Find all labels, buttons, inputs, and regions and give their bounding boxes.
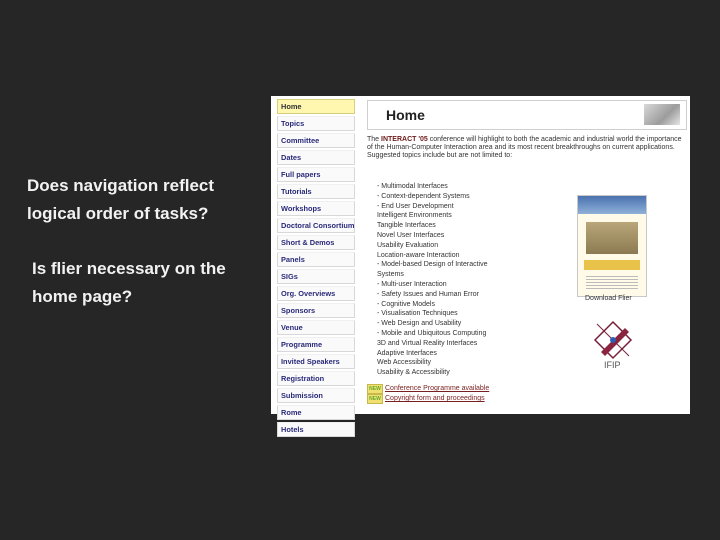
list-item: - Model-based Design of Interactive [377, 261, 488, 269]
nav-item-committee[interactable]: Committee [277, 133, 355, 148]
nav-item-topics[interactable]: Topics [277, 116, 355, 131]
download-flier-link[interactable]: Download Flier [585, 295, 632, 302]
page-header [367, 100, 687, 130]
programme-link[interactable]: Conference Programme available [385, 385, 490, 393]
list-item: - Visualisation Techniques [377, 310, 458, 318]
conference-name: INTERACT '05 [381, 136, 428, 143]
nav-item-programme[interactable]: Programme [277, 337, 355, 352]
nav-item-workshops[interactable]: Workshops [277, 201, 355, 216]
nav-item-tutorials[interactable]: Tutorials [277, 184, 355, 199]
copyright-link[interactable]: Copyright form and proceedings [385, 395, 485, 403]
intro-body: conference will highlight to both the academic and industrial world the importance of the Human-Computer Interaction area and its most recent breakthroughs on current applications. [367, 136, 682, 152]
list-item: Intelligent Environments [377, 212, 452, 220]
question-flier-necessity: Is flier necessary on the home page? [32, 259, 226, 306]
list-item: - Cognitive Models [377, 300, 435, 308]
list-item: 3D and Virtual Reality Interfaces [377, 339, 478, 347]
ifip-label: IFIP [604, 360, 621, 370]
nav-item-home[interactable]: Home [277, 99, 355, 114]
flier-text-lines [586, 276, 638, 290]
nav-item-panels[interactable]: Panels [277, 252, 355, 267]
list-item: Usability & Accessibility [377, 369, 450, 377]
nav-item-sponsors[interactable]: Sponsors [277, 303, 355, 318]
site-navigation [277, 99, 355, 439]
flier-band [584, 260, 640, 270]
link-row [367, 384, 567, 394]
nav-item-org-overviews[interactable]: Org. Overviews [277, 286, 355, 301]
nav-item-dates[interactable]: Dates [277, 150, 355, 165]
header-logo-icon [644, 104, 680, 125]
announcement-links [367, 384, 567, 404]
list-item: - Multi-user Interaction [377, 280, 447, 288]
list-item: Location-aware Interaction [377, 251, 460, 259]
list-item: Web Accessibility [377, 359, 431, 367]
intro-prefix: The [367, 136, 382, 143]
topics-list [377, 182, 587, 378]
topics-intro: Suggested topics include but are not limited to: [367, 152, 513, 160]
nav-item-doctoral-consortium[interactable]: Doctoral Consortium [277, 218, 355, 233]
list-item: - Multimodal Interfaces [377, 183, 448, 190]
nav-item-rome[interactable]: Rome [277, 405, 355, 420]
nav-item-short-demos[interactable]: Short & Demos [277, 235, 355, 250]
nav-item-full-papers[interactable]: Full papers [277, 167, 355, 182]
ifip-logo-icon [593, 320, 633, 360]
link-row [367, 394, 567, 404]
page-title: Home [386, 107, 425, 123]
nav-item-sigs[interactable]: SIGs [277, 269, 355, 284]
flier-banner [578, 196, 646, 214]
list-item: - Context-dependent Systems [377, 192, 470, 200]
flier-photo [586, 222, 638, 254]
list-item: Adaptive Interfaces [377, 349, 437, 357]
flier-thumbnail[interactable] [577, 195, 647, 297]
list-item: Usability Evaluation [377, 241, 439, 249]
new-badge-icon: NEW [367, 394, 383, 404]
list-item: Tangible Interfaces [377, 222, 436, 230]
intro-paragraph [367, 136, 687, 161]
list-item: - Web Design and Usability [377, 320, 462, 328]
new-badge-icon: NEW [367, 384, 383, 394]
nav-item-venue[interactable]: Venue [277, 320, 355, 335]
list-item: Systems [377, 271, 404, 279]
list-item: Novel User Interfaces [377, 231, 445, 239]
nav-item-registration[interactable]: Registration [277, 371, 355, 386]
question-navigation-order: Does navigation reflect logical order of tasks? [27, 176, 215, 223]
list-item: - Safety Issues and Human Error [377, 290, 479, 298]
list-item: - Mobile and Ubiquitous Computing [377, 329, 487, 337]
nav-item-submission[interactable]: Submission [277, 388, 355, 403]
nav-item-hotels[interactable]: Hotels [277, 422, 355, 437]
website-screenshot [271, 96, 690, 434]
list-item: - End User Development [377, 202, 454, 210]
nav-item-invited-speakers[interactable]: Invited Speakers [277, 354, 355, 369]
